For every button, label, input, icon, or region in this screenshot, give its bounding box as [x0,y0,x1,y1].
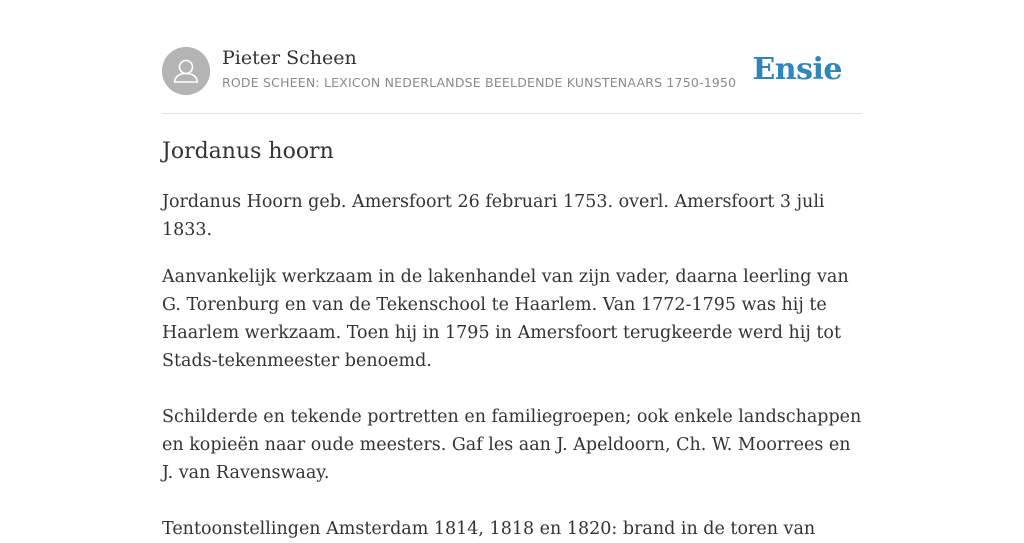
author-avatar[interactable] [162,47,210,95]
article-body [162,138,862,543]
ensie-logo[interactable]: Ensie [752,52,842,87]
author-header [162,47,862,114]
article-title: Jordanus hoorn [162,139,334,164]
person-icon [162,47,210,95]
author-name[interactable]: Pieter Scheen [222,47,357,69]
article-paragraph-2: Aanvankelijk werkzaam in de lakenhandel van zijn vader, daarna leerling van G. Torenburg en van de Tekenschool te Haarlem. Van 1772-1795 was hij te Haarlem werkzaam. Toen hij in 1795 in Amersfoort terugkeerde werd hij tot Stads-tekenmeester benoemd. [162,267,849,371]
source-title[interactable]: RODE SCHEEN: LEXICON NEDERLANDSE BEELDENDE KUNSTENAARS 1750-1950 [222,75,737,90]
article-paragraph-3: Schilderde en tekende portretten en familiegroepen; ook enkele landschappen en kopieën naar oude meesters. Gaf les aan J. Apeldoorn, Ch. W. Moorrees en J. van Ravenswaay. [162,407,862,483]
article-paragraph-4: Tentoonstellingen Amsterdam 1814, 1818 en 1820: brand in de toren van [162,519,816,539]
article-paragraph-1: Jordanus Hoorn geb. Amersfoort 26 februari 1753. overl. Amersfoort 3 juli 1833. [162,192,825,240]
